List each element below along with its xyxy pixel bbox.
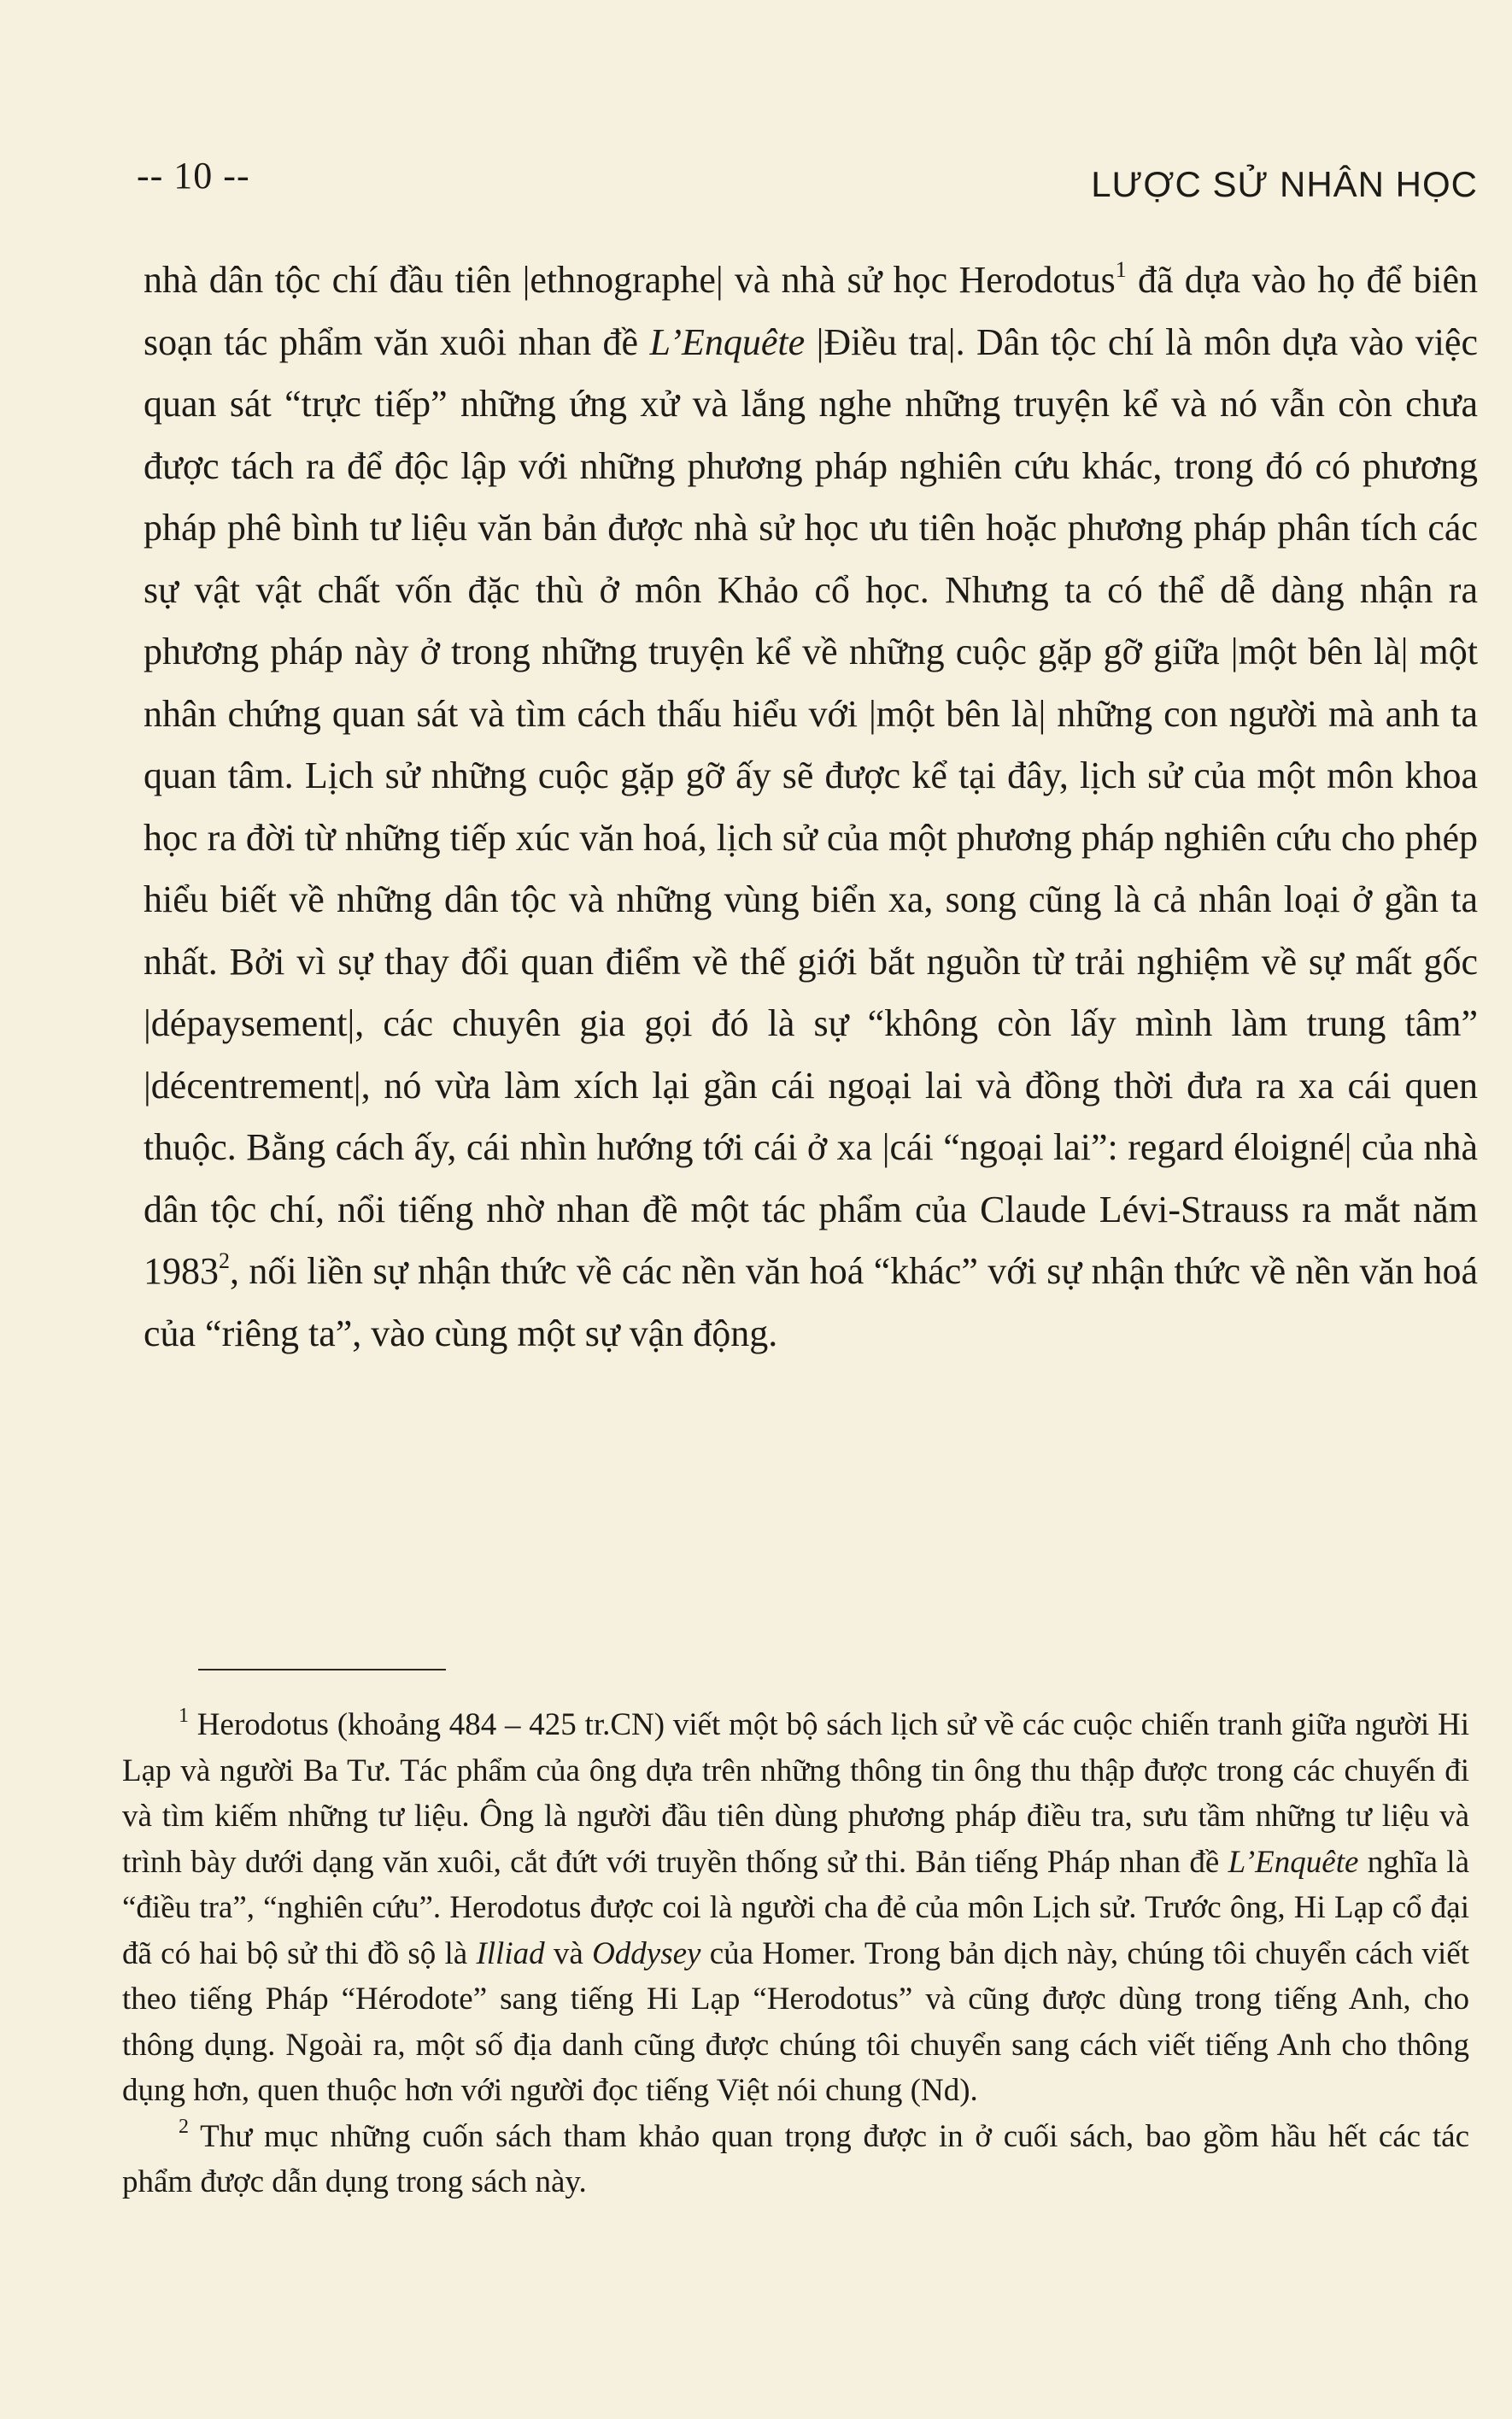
footnote-text: của Homer. Trong bản dịch này, chúng tôi chuyển cách viết theo tiếng Pháp “Hérodote” sang tiếng Hi Lạp “Herodotus” và cũng được dùng trong tiếng Anh, cho thông dụng. Ngoài ra, một số địa danh cũng được chúng tôi chuyển sang cách viết tiếng Anh cho thông dụng hơn, quen thuộc hơn với người đọc tiếng Việt nói chung (Nd). (122, 1935, 1469, 2108)
running-title: LƯỢC SỬ NHÂN HỌC (1091, 164, 1478, 204)
footnote-text: và (544, 1935, 593, 1971)
footnote-number: 2 (179, 2116, 189, 2139)
page-header (137, 145, 1478, 205)
footnote-italic: Oddysey (592, 1935, 701, 1971)
body-text-part: nhà dân tộc chí đầu tiên |ethnographe| và nhà sử học Herodotus (144, 259, 1116, 301)
body-text-part: |Điều tra|. Dân tộc chí là môn dựa vào việc quan sát “trực tiếp” những ứng xử và lắng nghe những truyện kể và nó vẫn còn chưa được tách ra để độc lập với những phương pháp nghiên cứu khác, trong đó có phương pháp phê bình tư liệu văn bản được nhà sử học ưu tiên hoặc phương pháp phân tích các sự vật vật chất vốn đặc thù ở môn Khảo cổ học. Nhưng ta có thể dễ dàng nhận ra phương pháp này ở trong những truyện kể về những cuộc gặp gỡ giữa |một bên là| một nhân chứng quan sát và tìm cách thấu hiểu với |một bên là| những con người mà anh ta quan tâm. Lịch sử những cuộc gặp gỡ ấy sẽ được kể tại đây, lịch sử của một môn khoa học ra đời từ những tiếp xúc văn hoá, lịch sử của một phương pháp nghiên cứu cho phép hiểu biết về những dân tộc và những vùng biển xa, song cũng là cả nhân loại ở gần ta nhất. Bởi vì sự thay đổi quan điểm về thế giới bắt nguồn từ trải nghiệm về sự mất gốc |dépaysement|, các chuyên gia gọi đó là sự “không còn lấy mình làm trung tâm” |décentrement|, nó vừa làm xích lại gần cái ngoại lai và đồng thời đưa ra xa cái quen thuộc. Bằng cách ấy, cái nhìn hướng tới cái ở xa |cái “ngoại lai”: regard éloigné| của nhà dân tộc chí, nổi tiếng nhờ nhan đề một tác phẩm của Claude Lévi-Strauss ra mắt năm 1983 (144, 320, 1478, 1292)
footnote-text: nghĩa là “điều tra”, “nghiên cứu”. Herodotus được coi là người cha đẻ của môn Lịch sử. Trước ông, Hi Lạp cổ đại đã có hai bộ sử thi đồ sộ là (122, 1844, 1470, 1971)
footnote-number: 1 (179, 1704, 189, 1727)
footnote-1 (122, 1702, 1469, 2114)
book-title-italic: L’Enquête (649, 320, 806, 363)
footnote-italic: L’Enquête (1228, 1844, 1359, 1880)
footnotes (122, 1702, 1469, 2205)
page-number: -- 10 -- (137, 155, 250, 197)
footnote-separator (198, 1669, 446, 1670)
footnote-text: Herodotus (khoảng 484 – 425 tr.CN) viết một bộ sách lịch sử về các cuộc chiến tranh giữa người Hi Lạp và người Ba Tư. Tác phẩm của ông dựa trên những thông tin ông thu thập được trong các chuyến đi và tìm kiếm những tư liệu. Ông là người đầu tiên dùng phương pháp điều tra, sưu tầm những tư liệu và trình bày dưới dạng văn xuôi, cắt đứt với truyền thống sử thi. Bản tiếng Pháp nhan đề (122, 1707, 1469, 1880)
footnote-text: Thư mục những cuốn sách tham khảo quan trọng được in ở cuối sách, bao gồm hầu hết các tác phẩm được dẫn dụng trong sách này. (122, 2118, 1469, 2199)
footnote-2 (122, 2114, 1469, 2205)
footnote-ref-2: 2 (219, 1248, 230, 1274)
footnote-ref-1: 1 (1115, 257, 1127, 283)
main-text (144, 250, 1478, 1365)
body-text-part: đã dựa vào họ để biên soạn tác phẩm văn xuôi nhan đề (144, 259, 1478, 363)
body-text-part: , nối liền sự nhận thức về các nền văn hoá “khác” với sự nhận thức về nền văn hoá của “riêng ta”, vào cùng một sự vận động. (144, 1250, 1478, 1354)
footnote-italic: Illiad (476, 1935, 545, 1971)
main-paragraph (144, 250, 1478, 1365)
